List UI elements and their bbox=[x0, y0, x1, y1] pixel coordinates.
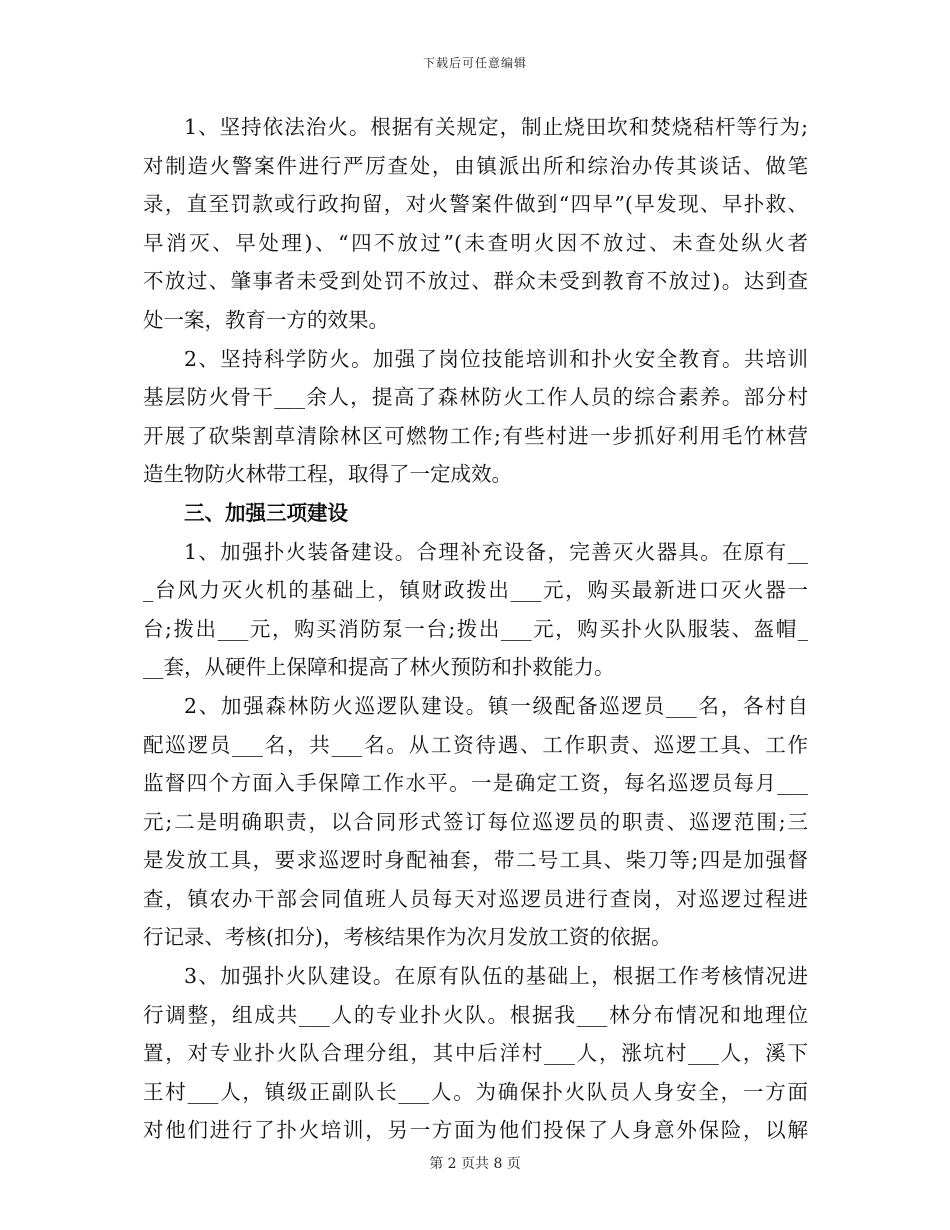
paragraph-line: 置，对专业扑火队合理分组，其中后洋村___人，涨坑村___人，溪下 bbox=[143, 1041, 808, 1066]
section-heading: 三、加强三项建设 bbox=[184, 500, 348, 525]
paragraph-line: 台;拨出___元，购买消防泵一台;拨出___元，购买扑火队服装、盔帽_ bbox=[143, 616, 808, 641]
paragraph-line: 1、加强扑火装备建设。合理补充设备，完善灭火器具。在原有__ bbox=[184, 539, 808, 564]
paragraph-line: 基层防火骨干___余人，提高了森林防火工作人员的综合素养。部分村 bbox=[143, 385, 808, 410]
paragraph-line: 2、坚持科学防火。加强了岗位技能培训和扑火安全教育。共培训 bbox=[184, 346, 808, 371]
paragraph-line: 配巡逻员___名，共___名。从工资待遇、工作职责、巡逻工具、工作 bbox=[143, 732, 808, 757]
paragraph-line: 处一案，教育一方的效果。 bbox=[143, 307, 389, 332]
paragraph-line: 王村___人，镇级正副队长___人。为确保扑火队员人身安全，一方面 bbox=[143, 1079, 808, 1104]
paragraph-line: 行记录、考核(扣分)，考核结果作为次月发放工资的依据。 bbox=[143, 925, 672, 950]
paragraph-line: _台风力灭火机的基础上，镇财政拨出___元，购买最新进口灭火器一 bbox=[143, 578, 808, 603]
paragraph-line: 对他们进行了扑火培训，另一方面为他们投保了人身意外保险，以解 bbox=[143, 1118, 808, 1143]
paragraph-line: 1、坚持依法治火。根据有关规定，制止烧田坎和焚烧秸杆等行为; bbox=[184, 115, 808, 139]
paragraph-line: 2、加强森林防火巡逻队建设。镇一级配备巡逻员___名，各村自 bbox=[184, 693, 808, 718]
paragraph-line: 早消灭、早处理)、“四不放过”(未查明火因不放过、未查处纵火者 bbox=[143, 230, 808, 255]
paragraph-line: 不放过、肇事者未受到处罚不放过、群众未受到教育不放过)。达到查 bbox=[143, 269, 808, 294]
page-number: 第 2 页共 8 页 bbox=[429, 1156, 521, 1172]
paragraph-line: 开展了砍柴割草清除林区可燃物工作;有些村进一步抓好利用毛竹林营 bbox=[143, 423, 808, 448]
paragraph-line: 录，直至罚款或行政拘留，对火警案件做到“四早”(早发现、早扑救、 bbox=[143, 192, 808, 217]
document-body bbox=[143, 108, 808, 1150]
page-header: 下载后可任意编辑 bbox=[422, 56, 527, 70]
paragraph-line: 对制造火警案件进行严厉查处，由镇派出所和综治办传其谈话、做笔 bbox=[143, 153, 808, 178]
paragraph-line: 是发放工具，要求巡逻时身配袖套，带二号工具、柴刀等;四是加强督 bbox=[143, 848, 808, 873]
paragraph-line: 监督四个方面入手保障工作水平。一是确定工资，每名巡逻员每月___ bbox=[143, 771, 808, 796]
paragraph-line: __套，从硬件上保障和提高了林火预防和扑救能力。 bbox=[143, 655, 615, 680]
paragraph-line: 查，镇农办干部会同值班人员每天对巡逻员进行查岗，对巡逻过程进 bbox=[143, 886, 808, 911]
paragraph-line: 3、加强扑火队建设。在原有队伍的基础上，根据工作考核情况进 bbox=[184, 964, 808, 989]
paragraph-line: 造生物防火林带工程，取得了一定成效。 bbox=[143, 462, 512, 487]
paragraph-line: 行调整，组成共___人的专业扑火队。根据我___林分布情况和地理位 bbox=[143, 1002, 808, 1027]
paragraph-line: 元;二是明确职责，以合同形式签订每位巡逻员的职责、巡逻范围;三 bbox=[143, 809, 808, 834]
